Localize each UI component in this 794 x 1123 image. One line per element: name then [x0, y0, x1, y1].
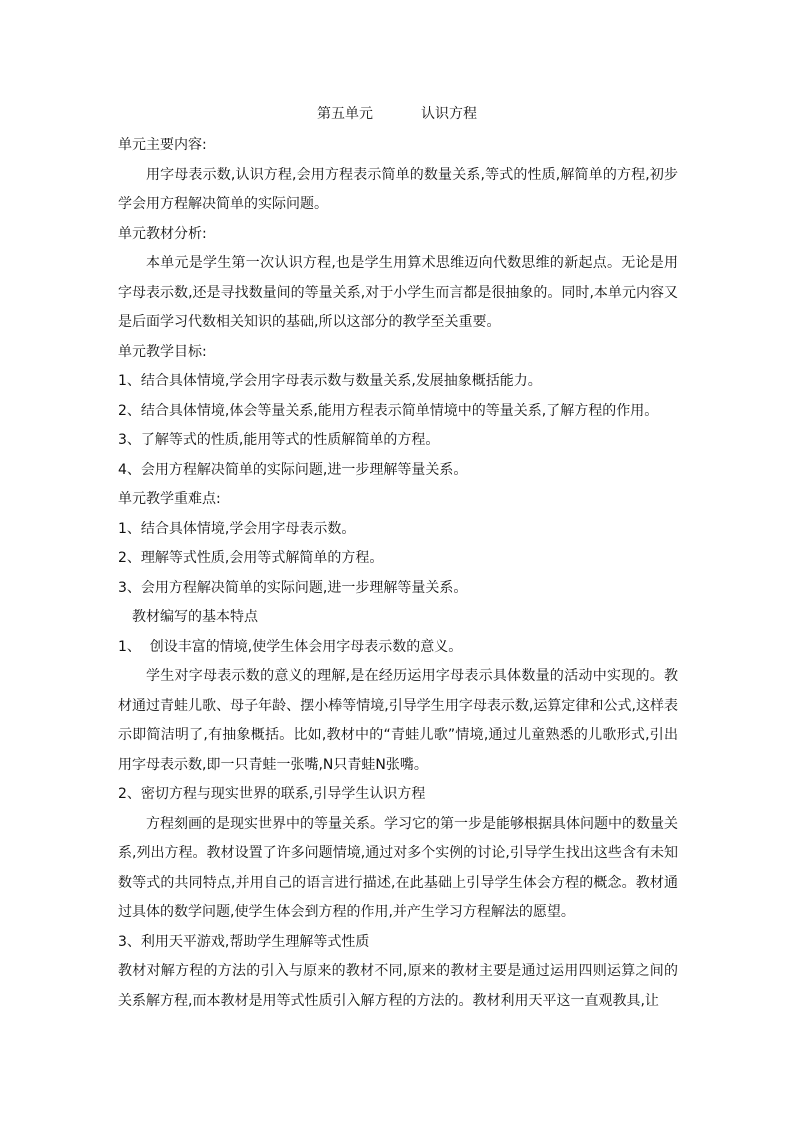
feature-heading-2: 2、密切方程与现实世界的联系,引导学生认识方程	[118, 786, 426, 802]
goal-item: 2、结合具体情境,体会等量关系,能用方程表示简单情境中的等量关系,了解方程的作用。	[118, 402, 659, 419]
section-text-analysis: 本单元是学生第一次认识方程,也是学生用算术思维迈向代数思维的新起点。无论是用字母表示数,还是寻找数量间的等量关系,对于小学生而言都是很抽象的。同时,本单元内容又是后面学习代数相关知识的基础,所以这部分的教学至关重要。	[118, 255, 678, 330]
goal-item: 3、了解等式的性质,能用等式的性质解简单的方程。	[118, 432, 440, 448]
section-heading-analysis: 单元教材分析:	[118, 225, 207, 242]
keypoint-item: 3、会用方程解决简单的实际问题,进一步理解等量关系。	[118, 579, 468, 596]
feature-text-2: 方程刻画的是现实世界中的等量关系。学习它的第一步是能够根据具体问题中的数量关系,列出方程。教材设置了许多问题情境,通过对多个实例的讨论,引导学生找出这些含有未知数等式的共同特点,并用自己的语言进行描述,在此基础上引导学生体会方程的概念。教材通过具体的数学问题,使学生体会到方程的作用,并产生学习方程解法的愿望。	[118, 815, 678, 920]
keypoint-item: 2、理解等式性质,会用等式解简单的方程。	[118, 550, 384, 566]
section-text-content: 用字母表示数,认识方程,会用方程表示简单的数量关系,等式的性质,解简单的方程,初步学会用方程解决简单的实际问题。	[118, 166, 678, 212]
title-unit: 第五单元	[317, 106, 373, 122]
feature-heading-1: 1、 创设丰富的情境,使学生体会用字母表示数的意义。	[118, 638, 463, 655]
goal-item: 1、结合具体情境,学会用字母表示数与数量关系,发展抽象概括能力。	[118, 373, 542, 389]
section-heading-content: 单元主要内容:	[118, 137, 207, 153]
document-body	[118, 131, 678, 1016]
goal-item: 4、会用方程解决简单的实际问题,进一步理解等量关系。	[118, 461, 468, 478]
feature-heading-3: 3、利用天平游戏,帮助学生理解等式性质	[118, 933, 370, 950]
section-heading-features: 教材编写的基本特点	[132, 609, 258, 625]
feature-text-3: 教材对解方程的方法的引入与原来的教材不同,原来的教材主要是通过运用四则运算之间的关系解方程,而本教材是用等式性质引入解方程的方法的。教材利用天平这一直观教具,让	[118, 963, 678, 1009]
title-topic: 认识方程	[421, 106, 477, 122]
feature-text-1: 学生对字母表示数的意义的理解,是在经历运用字母表示具体数量的活动中实现的。教材通过青蛙儿歌、母子年龄、摆小棒等情境,引导学生用字母表示数,运算定律和公式,这样表示即简洁明了,有抽象概括。比如,教材中的“青蛙儿歌”情境,通过儿童熟悉的儿歌形式,引出用字母表示数,即一只青蛙一张嘴,N只青蛙N张嘴。	[118, 668, 678, 773]
keypoint-item: 1、结合具体情境,学会用字母表示数。	[118, 520, 356, 537]
document-title	[0, 103, 794, 125]
section-heading-goals: 单元教学目标:	[118, 343, 207, 360]
section-heading-keypoints: 单元教学重难点:	[118, 491, 221, 507]
